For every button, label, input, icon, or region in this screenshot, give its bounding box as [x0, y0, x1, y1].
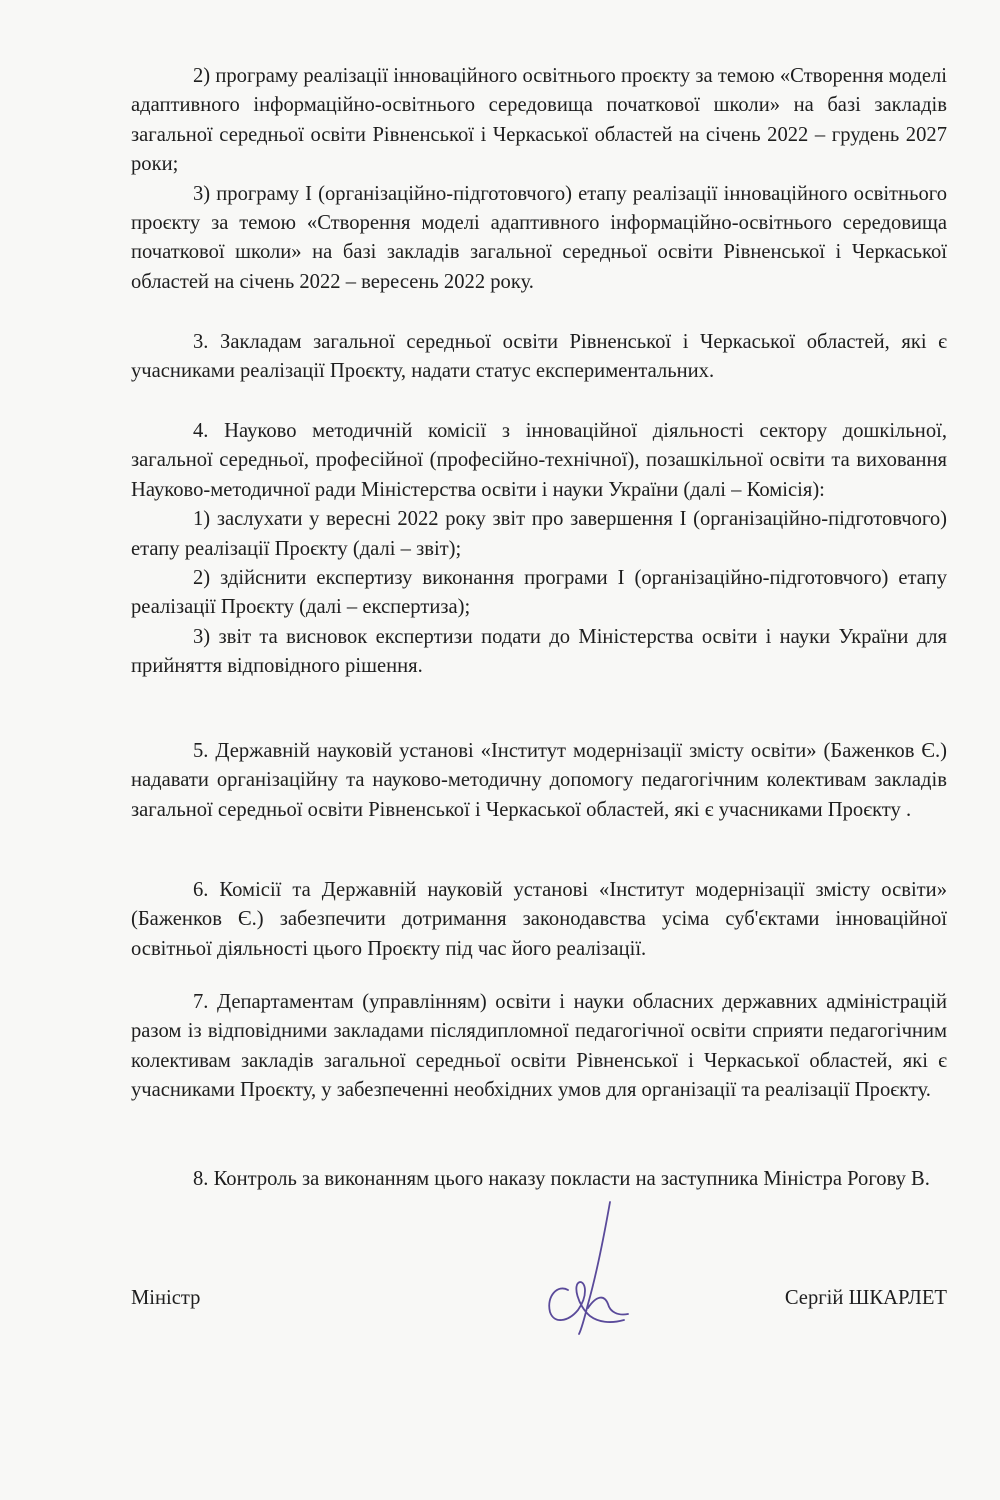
program-list: [131, 62, 947, 297]
paragraph-3: [131, 328, 947, 387]
clause-8: 8. Контроль за виконанням цього наказу покласти на заступника Міністра Рогову В.: [193, 1168, 930, 1190]
paragraph-6: [131, 876, 947, 964]
signatory-title: Міністр: [131, 1287, 201, 1309]
item-program-2: 2) програму реалізації інноваційного освітнього проєкту за темою «Створення моделі адаптивного інформаційно-освітнього середовища початкової школи» на базі закладів загальної середньої освіти Рівненської і Черкаської областей на січень 2022 – грудень 2027 роки;: [131, 65, 947, 176]
clause-4-item-1: 1) заслухати у вересні 2022 року звіт про завершення І (організаційно-підготовчого) етапу реалізації Проєкту (далі – звіт);: [131, 508, 947, 560]
clause-4-item-2: 2) здійснити експертизу виконання програми І (організаційно-підготовчого) етапу реалізації Проєкту (далі – експертиза);: [131, 567, 947, 619]
item-program-3: 3) програму І (організаційно-підготовчого) етапу реалізації інноваційного освітнього проєкту за темою «Створення моделі адаптивного інформаційно-освітнього середовища початкової школи» на базі закладів загальної середньої освіти Рівненської і Черкаської областей на січень 2022 – вересень 2022 року.: [131, 182, 947, 293]
paragraph-7: [131, 988, 947, 1106]
paragraph-4: [131, 417, 947, 682]
paragraph-5: [131, 737, 947, 825]
clause-3: 3. Закладам загальної середньої освіти Рівненської і Черкаської областей, які є учасниками реалізації Проєкту, надати статус експериментальних.: [131, 331, 947, 383]
clause-4-item-3: 3) звіт та висновок експертизи подати до Міністерства освіти і науки України для прийняття відповідного рішення.: [131, 625, 947, 678]
clause-4: 4. Науково методичній комісії з інноваційної діяльності сектору дошкільної, загальної середньої, професійної (професійно-технічної), позашкільної освіти та виховання Науково-методичної ради Міністерства освіти і науки України (далі – Комісія):: [131, 420, 947, 501]
paragraph-8: [131, 1165, 947, 1194]
clause-6: 6. Комісії та Державній науковій установі «Інститут модернізації змісту освіти» (Баженков Є.) забезпечити дотримання законодавства усіма суб'єктами інноваційної освітньої діяльності цього Проєкту під час його реалізації.: [131, 879, 947, 960]
clause-5: 5. Державній науковій установі «Інститут модернізації змісту освіти» (Баженков Є.) надавати організаційну та науково-методичну допомогу педагогічним колективам закладів загальної середньої освіти Рівненської і Черкаської областей, які є учасниками Проєкту .: [131, 740, 947, 821]
signatory-name: Сергій ШКАРЛЕТ: [784, 1287, 947, 1309]
signature-row: [131, 1284, 947, 1324]
clause-7: 7. Департаментам (управлінням) освіти і науки обласних державних адміністрацій разом із відповідними закладами післядипломної педагогічної освіти сприяти педагогічним колективам закладів загальної середньої освіти Рівненської і Черкаської областей, які є учасниками Проєкту, у забезпеченні необхідних умов для організації та реалізації Проєкту.: [131, 991, 947, 1102]
